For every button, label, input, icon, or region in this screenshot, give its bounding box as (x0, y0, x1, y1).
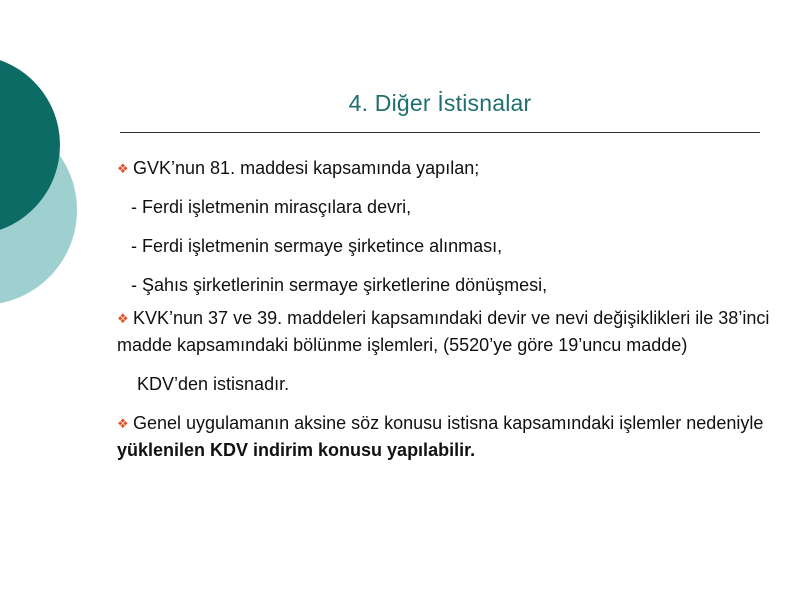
exemption-note: KDV’den istisnadır. (137, 374, 290, 394)
sub-item-3: - Şahıs şirketlerinin sermaye şirketlerine dönüşmesi, (131, 275, 548, 295)
slide-content (117, 155, 792, 464)
bullet-item-1-text: GVK’nun 81. maddesi kapsamında yapılan; (133, 158, 480, 178)
title-divider (120, 132, 760, 133)
bullet-item-3-text: Genel uygulamanın aksine söz konusu istisna kapsamındaki işlemler nedeniyle (133, 413, 764, 433)
bullet-item-2-text: KVK’nun 37 ve 39. maddeleri kapsamındaki devir ve nevi değişiklikleri ile 38’inci madde kapsamındaki bölünme işlemleri, (5520’ye göre 19’uncu madde) (117, 308, 770, 355)
sub-item-1: - Ferdi işletmenin mirasçılara devri, (131, 197, 412, 217)
bullet-item-2 (117, 305, 792, 359)
bullet-item-3-bold-text: yüklenilen KDV indirim konusu yapılabilir. (117, 440, 476, 460)
diamond-bullet-icon: ❖ (117, 311, 129, 326)
slide-title: 4. Diğer İstisnalar (348, 90, 532, 116)
bullet-item-3 (117, 410, 792, 464)
decorative-circles (0, 0, 90, 330)
diamond-bullet-icon: ❖ (117, 161, 129, 176)
bullet-item-1 (117, 155, 792, 182)
sub-item-2: - Ferdi işletmenin sermaye şirketince alınması, (131, 236, 503, 256)
diamond-bullet-icon: ❖ (117, 416, 129, 431)
